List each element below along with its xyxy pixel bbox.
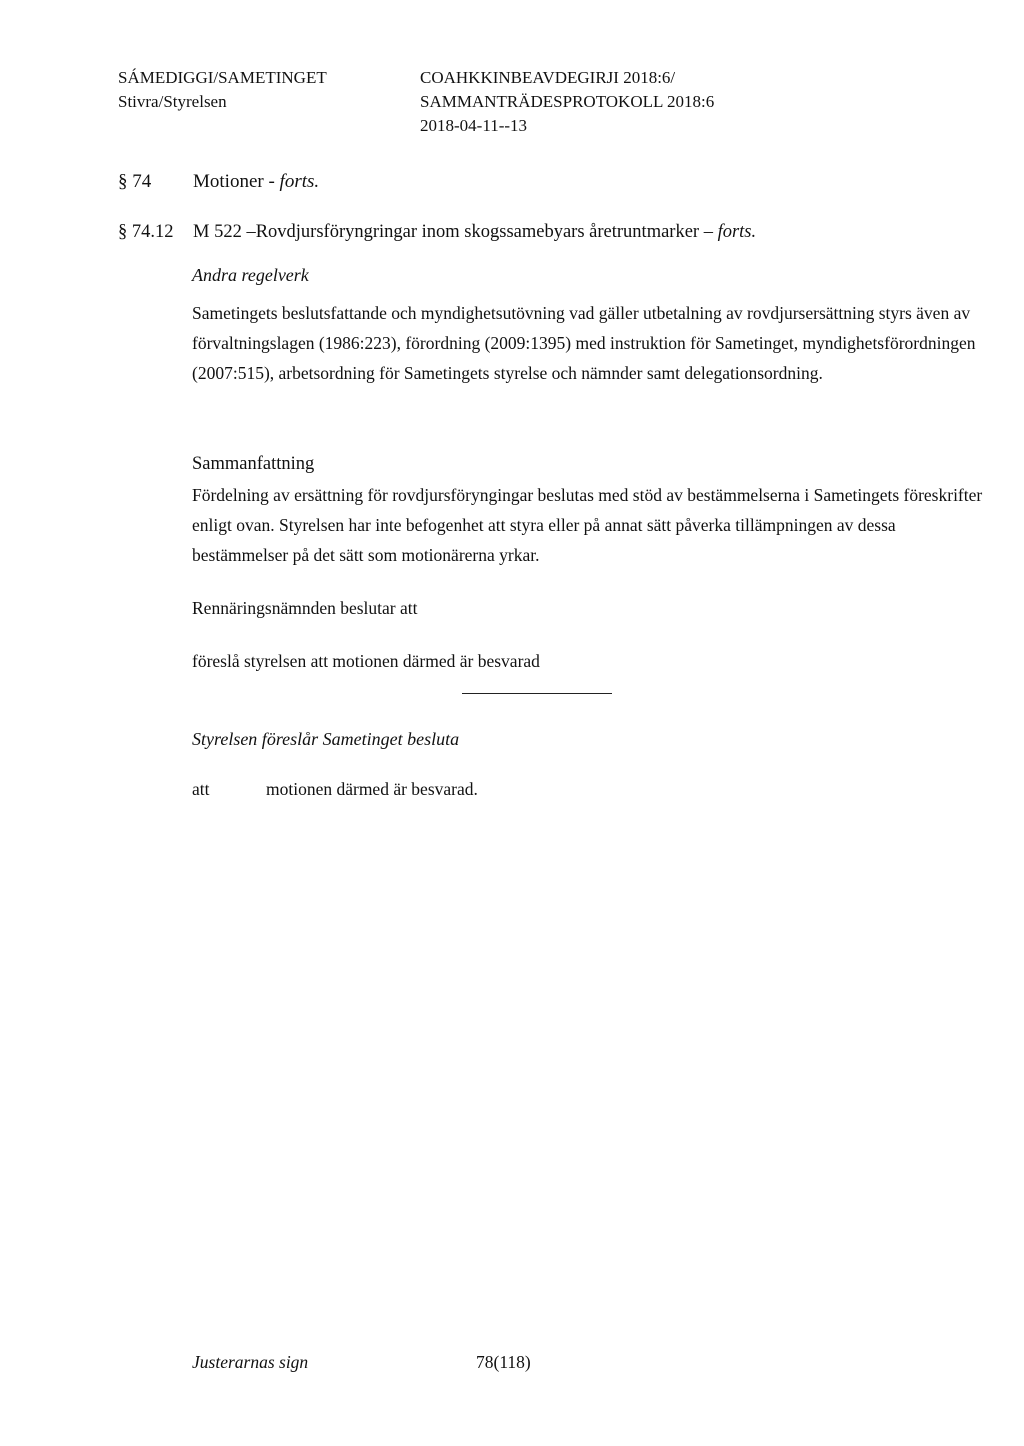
summary-heading: Sammanfattning [192, 454, 315, 474]
board-heading: Styrelsen föreslår Sametinget besluta [192, 729, 460, 749]
section-heading [118, 171, 319, 193]
divider-line [462, 693, 612, 694]
committee-proposal: föreslå styrelsen att motionen därmed är besvarad [192, 651, 540, 671]
committee-decides: Rennäringsnämnden beslutar att [192, 598, 418, 618]
section-title-suffix: forts. [279, 171, 320, 192]
signature-label: Justerarnas sign [192, 1352, 309, 1372]
doc-title: COAHKKINBEAVDEGIRJI 2018:6/ [420, 68, 676, 87]
section-title: Motioner - [193, 171, 275, 192]
header-organization [118, 66, 327, 114]
subsection-title-suffix: forts. [717, 222, 757, 242]
summary-paragraph: Fördelning av ersättning för rovdjursföryngingar beslutas med stöd av bestämmelserna i Sametingets föreskrifter enligt ovan. Styrelsen har inte befogenhet att styra eller på annat sätt påverka tillämpningen av dessa bestämmelser på det sätt som motionärerna yrkar. [192, 485, 983, 565]
subsection-heading [118, 222, 756, 243]
org-name: SÁMEDIGGI/SAMETINGET [118, 68, 327, 87]
att-label: att [192, 779, 210, 799]
decision-text: motionen därmed är besvarad. [266, 779, 478, 799]
doc-date: 2018-04-11--13 [420, 116, 528, 135]
header-document-info [420, 66, 714, 138]
other-rules-paragraph: Sametingets beslutsfattande och myndighetsutövning vad gäller utbetalning av rovdjursersättning styrs även av förvaltningslagen (1986:223), förordning (2009:1395) med instruktion för Sametinget, myndighetsförordningen (2007:515), arbetsordning för Sametingets styrelse och nämnder samt delegationsordning. [192, 303, 976, 383]
doc-protocol: SAMMANTRÄDESPROTOKOLL 2018:6 [420, 92, 715, 111]
board-decision [192, 779, 478, 800]
other-rules-heading: Andra regelverk [192, 265, 309, 285]
section-number: § 74 [118, 171, 152, 192]
org-unit: Stivra/Styrelsen [118, 92, 227, 111]
subsection-title: M 522 –Rovdjursföryngringar inom skogssamebyars åretruntmarker – [193, 222, 713, 242]
subsection-number: § 74.12 [118, 222, 174, 242]
page-number: 78(118) [476, 1352, 531, 1372]
